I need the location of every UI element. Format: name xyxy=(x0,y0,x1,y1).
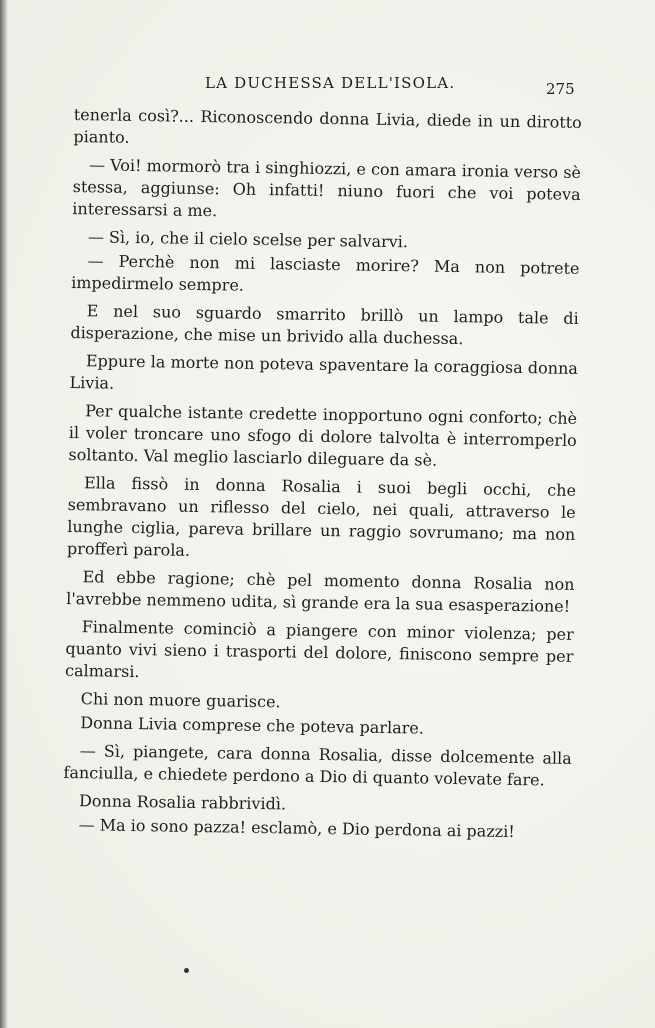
paragraph: — Voi! mormorò tra i singhiozzi, e con amara ironia verso sè stessa, aggiunse: Oh infatti! niuno fuori che voi poteva interessarsi a me. xyxy=(72,155,582,221)
paragraph: — Ma io sono pazza! esclamò, e Dio perdona ai pazzi! xyxy=(78,815,515,842)
ink-speck xyxy=(184,968,189,973)
paragraph: Donna Livia comprese che poteva parlare. xyxy=(80,713,425,738)
paragraph: — Sì, io, che il cielo scelse per salvarvi. xyxy=(87,227,409,252)
page-gutter-shadow xyxy=(0,0,8,1028)
paragraph: — Perchè non mi lasciaste morire? Ma non potrete impedirmelo sempre. xyxy=(71,251,580,295)
paragraph: tenerla così?... Riconoscendo donna Livia, diede in un dirotto pianto. xyxy=(73,104,582,147)
paragraph: Per qualche istante credette inopportuno ogni conforto; chè il voler troncare uno sfogo di dolore talvolta è interromperlo soltanto. Val meglio lasciarlo dileguare da sè. xyxy=(68,401,578,470)
paragraph: Ella fissò in donna Rosalia i suoi begli occhi, che sembravano un riflesso del cielo, nei quali, attraverso le lunghe ciglia, pareva brillare un raggio sovrumano; ma non profferì parola. xyxy=(66,473,577,560)
paragraph: E nel suo sguardo smarrito brillò un lampo tale di disperazione, che mise un brivido alla duchessa. xyxy=(70,301,579,349)
paragraph: Ed ebbe ragione; chè pel momento donna Rosalia non l'avrebbe nemmeno udita, sì grande era la sua esasperazione! xyxy=(66,567,575,616)
body-text xyxy=(62,104,582,850)
paragraph: Donna Rosalia rabbrividì. xyxy=(78,791,287,814)
paragraph: Chi non muore guarisce. xyxy=(80,689,281,712)
paragraph: — Sì, piangete, cara donna Rosalia, disse dolcemente alla fanciulla, e chiedete perdono a Dio di quanto volevate fare. xyxy=(63,741,572,790)
page-number: 275 xyxy=(546,80,575,98)
paragraph: Eppure la morte non poteva spaventare la coraggiosa donna Livia. xyxy=(69,351,579,393)
running-head xyxy=(0,74,655,98)
running-title: LA DUCHESSA DELL'ISOLA. xyxy=(205,74,456,92)
paragraph: Finalmente cominciò a piangere con minor violenza; per quanto vivi sieno i trasporti del dolore, finiscono sempre per calmarsi. xyxy=(64,617,574,682)
